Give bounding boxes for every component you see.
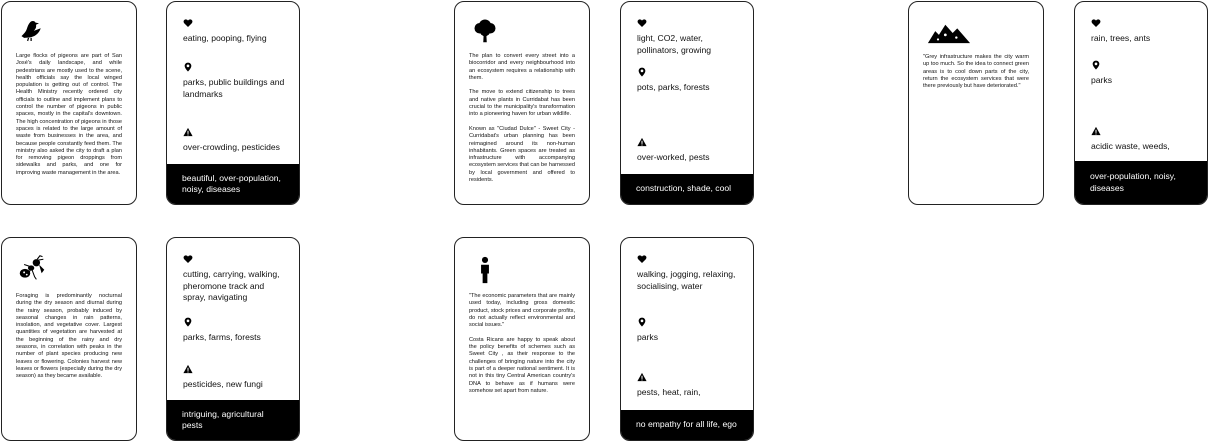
soil-story-card: [908, 1, 1044, 205]
ant-attributes-card: [166, 237, 300, 441]
places-text: parks, public buildings and landmarks: [183, 77, 285, 99]
tree-story-card: [454, 1, 590, 205]
threats-row: [183, 364, 287, 391]
location-pin-icon: [637, 317, 647, 327]
perception-bar: beautiful, over-population, noisy, diseases: [167, 164, 299, 204]
human-attributes-card: [620, 237, 754, 441]
warning-icon: [183, 364, 193, 374]
pigeon-story-card: [1, 1, 137, 205]
location-pin-icon: [183, 62, 193, 72]
needs-row: [637, 18, 741, 56]
places-text: parks: [1091, 75, 1113, 85]
threats-row: [1091, 126, 1195, 153]
threats-text: over-worked, pests: [637, 152, 710, 162]
tree-attributes-card: [620, 1, 754, 205]
places-text: parks: [637, 332, 659, 342]
perception-bar: intriguing, agricultural pests: [167, 400, 299, 440]
heart-icon: [637, 254, 647, 264]
needs-text: walking, jogging, relaxing, socialising, water: [637, 269, 736, 291]
warning-icon: [183, 127, 193, 137]
threats-text: pesticides, new fungi: [183, 379, 263, 389]
location-pin-icon: [637, 67, 647, 77]
places-row: [183, 62, 287, 100]
mounds-icon: [925, 22, 973, 44]
heart-icon: [183, 18, 193, 28]
perception-bar: construction, shade, cool: [621, 174, 753, 204]
needs-row: [183, 18, 287, 45]
ant-story-card: [1, 237, 137, 441]
pigeon-attributes-card: [166, 1, 300, 205]
needs-text: cutting, carrying, walking, pheromone track and spray, navigating: [183, 269, 280, 302]
human-story-text: "The economic parameters that are mainly used today, including gross domestic product, stock prices and corporate profits, do not actually reflect environmental and social issues." Costa Ricans are happy to speak about the policy benefits of schemes such as Sweet City , as their response to the challenges of bringing nature into the city is part of a deeper national sentiment. It is not in this tiny Central American country's DNA to behave as if humans were somehow set apart from nature.: [469, 293, 575, 394]
heart-icon: [1091, 18, 1101, 28]
places-row: [183, 317, 287, 344]
warning-icon: [637, 372, 647, 382]
threats-text: pests, heat, rain,: [637, 387, 701, 397]
places-text: pots, parks, forests: [637, 82, 710, 92]
threats-row: [183, 127, 287, 154]
threats-text: over-crowding, pesticides: [183, 142, 280, 152]
places-row: [1091, 60, 1195, 87]
needs-row: [637, 254, 741, 292]
needs-text: light, CO2, water, pollinators, growing: [637, 33, 712, 55]
warning-icon: [637, 137, 647, 147]
heart-icon: [637, 18, 647, 28]
tree-icon: [471, 16, 499, 44]
ant-icon: [18, 254, 46, 282]
places-row: [637, 67, 741, 94]
places-row: [637, 317, 741, 344]
soil-attributes-card: [1074, 1, 1208, 205]
needs-text: eating, pooping, flying: [183, 33, 267, 43]
threats-row: [637, 137, 741, 164]
ant-story-text: Foraging is predominantly nocturnal during the dry season and diurnal during the rainy season, probably induced by seasonal changes in rain patterns, insolation, and vegetative cover. Largest quantities of vegetation are harvested at the beginning of the rainy and dry seasons, in correlation with peaks in the number of plant species producing new leaves or flowering. Colonies harvest new leaves or flowers (especially during the dry season) as they became available.: [16, 293, 122, 380]
heart-icon: [183, 254, 193, 264]
pigeon-story-text: Large flocks of pigeons are part of San José's daily landscape, and while pedestrians are mostly used to the scene, health officials say the local winged population is getting out of control. The Health Ministry recently ordered city officials to outline and implement plans to control the number of pigeons in public spaces, mostly in the capital's downtown. The high concentration of pigeons in those spaces is related to the large amount of waste from businesses in the area, and because people constantly feed them. The ministry also asked the city to draft a plan for removing pigeon droppings from sidewalks and parks, and one for improving waste management in the area.: [16, 53, 122, 176]
location-pin-icon: [183, 317, 193, 327]
needs-row: [1091, 18, 1195, 45]
threats-row: [637, 372, 741, 399]
needs-row: [183, 254, 287, 304]
human-story-card: [454, 237, 590, 441]
tree-story-text: The plan to convert every street into a biocorridor and every neighbourhood into an ecosystem requires a relationship with them. The move to extend citizenship to trees and native plants in Curridabat has been crucial to the municipality's transformation into a pioneering haven for urban wildlife. Known as "Ciudad Dulce" - Sweet City - Curridabat's urban planning has been reimagined around its non-human inhabitants. Green spaces are treated as infrastructure with accompanying ecosystem services that can be harnessed by local government and offered to residents.: [469, 53, 575, 184]
soil-story-text: "Grey infrastructure makes the city warm up too much. So the idea to connect green areas is to cool down parts of the city, return the ecosystem services that were there previously but have deteriorated.": [923, 54, 1029, 90]
perception-bar: over-population, noisy, diseases: [1075, 161, 1207, 204]
person-icon: [471, 256, 499, 284]
location-pin-icon: [1091, 60, 1101, 70]
needs-text: rain, trees, ants: [1091, 33, 1151, 43]
warning-icon: [1091, 126, 1101, 136]
threats-text: acidic waste, weeds,: [1091, 141, 1170, 151]
places-text: parks, farms, forests: [183, 332, 261, 342]
pigeon-icon: [18, 16, 46, 44]
perception-bar: no empathy for all life, ego: [621, 410, 753, 440]
